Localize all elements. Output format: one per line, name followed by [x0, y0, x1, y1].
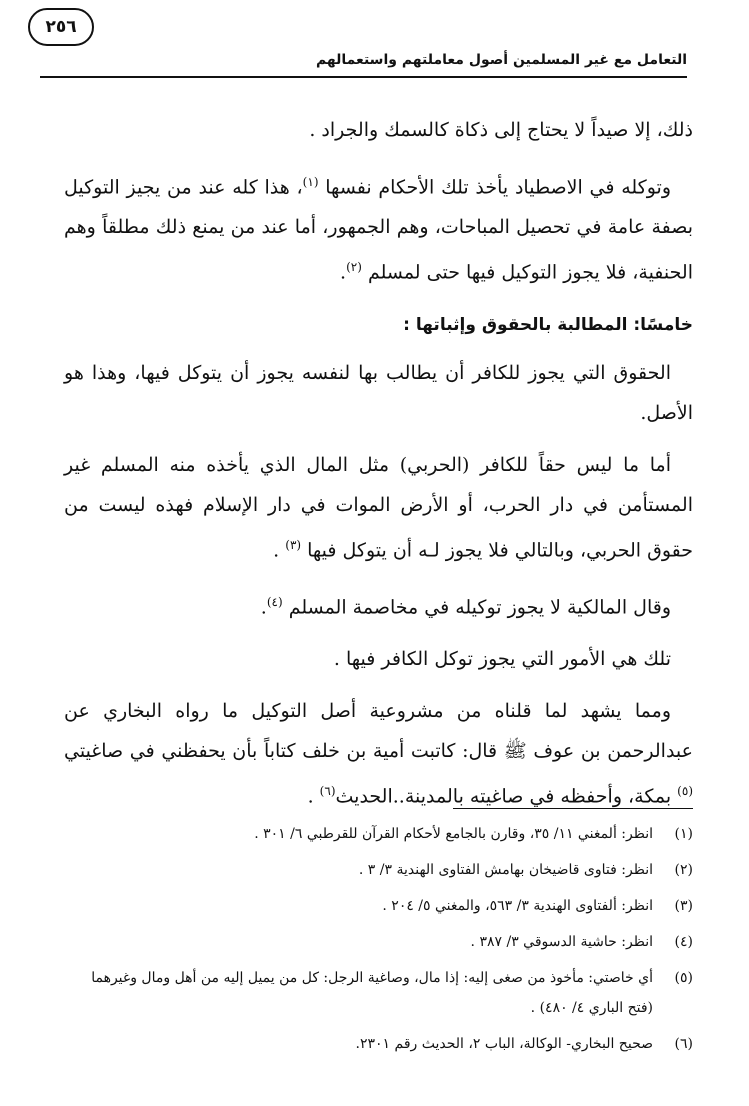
paragraph-4: [64, 445, 693, 570]
footnote-text: انظر: حاشية الدسوقي ٣/ ٣٨٧ .: [470, 934, 653, 950]
footnote-ref-6[interactable]: (٦): [319, 784, 336, 799]
footnote-item: [64, 1029, 693, 1059]
footnote-number: (٣): [674, 898, 693, 914]
running-header: [40, 52, 687, 82]
footnote-item: [64, 891, 693, 921]
footnote-item: [64, 963, 693, 1023]
footnote-ref-3[interactable]: (٣): [285, 537, 302, 552]
footnote-ref-4[interactable]: (٤): [266, 594, 283, 609]
paragraph-3: الحقوق التي يجوز للكافر أن يطالب بها لنفسه يجوز أن يتوكل فيها، وهذا هو الأصل.: [64, 361, 693, 424]
footnote-number: (٢): [674, 862, 693, 878]
footnotes-section: [64, 808, 693, 1065]
page-number: ٢٥٦: [28, 8, 94, 46]
paragraph-4-text: أما ما ليس حقاً للكافر (الحربي) مثل المال الذي يأخذه منه المسلم غير المستأمن في دار الحرب، أو الأرض الموات في دار الإسلام فهذه ليست من حقوق الحربي، وبالتالي فلا يجوز لـه أن يتوكل فيها: [64, 453, 693, 561]
paragraph-2: [64, 162, 693, 293]
paragraph-2-end: .: [340, 261, 347, 284]
paragraph-7-text-b: بمكة، وأحفظه في صاغيته بالمدينة..الحديث: [335, 785, 672, 808]
paragraph-2-text-b: ، هذا كله عند من يجيز التوكيل بصفة عامة في تحصيل المباحات، وهم الجمهور، أما عند من يمنع ذلك مطلقاً وهم الحنفية، فلا يجوز التوكيل فيها حتى لمسلم: [64, 176, 694, 284]
paragraph-5: [64, 582, 693, 627]
footnote-ref-1[interactable]: (١): [302, 175, 319, 189]
header-rule: [40, 76, 687, 78]
footnote-number: (٤): [674, 934, 693, 950]
paragraph-7: [64, 691, 693, 816]
paragraph-5-text: وقال المالكية لا يجوز توكيله في مخاصمة المسلم: [288, 596, 671, 619]
paragraph-1: ذلك، إلا صيداً لا يحتاج إلى ذكاة كالسمك والجراد .: [309, 119, 693, 141]
footnote-number: (٦): [674, 1036, 693, 1052]
footnote-item: [64, 855, 693, 885]
footnote-item: [64, 927, 693, 957]
paragraph-7-end: .: [307, 785, 314, 808]
footnote-text: انظر: ألمغني ١١/ ٣٥، وقارن بالجامع لأحكام القرآن للقرطبي ٦/ ٣٠١ .: [254, 826, 653, 842]
footnote-number: (١): [674, 826, 693, 842]
footnote-ref-2[interactable]: (٢): [346, 260, 362, 275]
paragraph-4-end: .: [273, 538, 280, 561]
paragraph-5-end: .: [260, 596, 267, 619]
footnote-text: أي خاصتي: مأخوذ من صغى إليه: إذا مال، وصاغية الرجل: كل من يميل إليه من أهل ومال وغيرهما (فتح الباري ٤/ ٤٨٠) .: [91, 970, 653, 1016]
footnote-text: انظر: فتاوى قاضيخان بهامش الفتاوى الهندية ٣/ ٣ .: [358, 862, 653, 878]
header-title: التعامل مع غير المسلمين أصول معاملتهم واستعمالهم: [315, 52, 687, 68]
main-text: [64, 110, 693, 829]
paragraph-2-text-a: وتوكله في الاصطياد يأخذ تلك الأحكام نفسها: [325, 176, 671, 199]
paragraph-6: تلك هي الأمور التي يجوز توكل الكافر فيها .: [333, 648, 671, 671]
footnote-separator: [453, 808, 693, 809]
footnote-item: [64, 819, 693, 849]
footnote-text: صحيح البخاري- الوكالة، الباب ٢، الحديث رقم ٢٣٠١.: [355, 1036, 653, 1052]
footnote-ref-5[interactable]: (٥): [677, 784, 693, 799]
footnote-number: (٥): [674, 970, 693, 986]
footnote-text: انظر: ألفتاوى الهندية ٣/ ٥٦٣، والمغني ٥/ ٢٠٤ .: [382, 898, 653, 914]
section-heading: خامسًا: المطالبة بالحقوق وإثباتها :: [403, 314, 693, 335]
paragraph-7-text-a: ومما يشهد لما قلناه من مشروعية أصل التوكيل ما رواه البخاري عن عبدالرحمن بن عوف ﷺ قال: كاتبت أمية بن خلف كتاباً بأن يحفظني في صاغيتي: [64, 700, 693, 763]
